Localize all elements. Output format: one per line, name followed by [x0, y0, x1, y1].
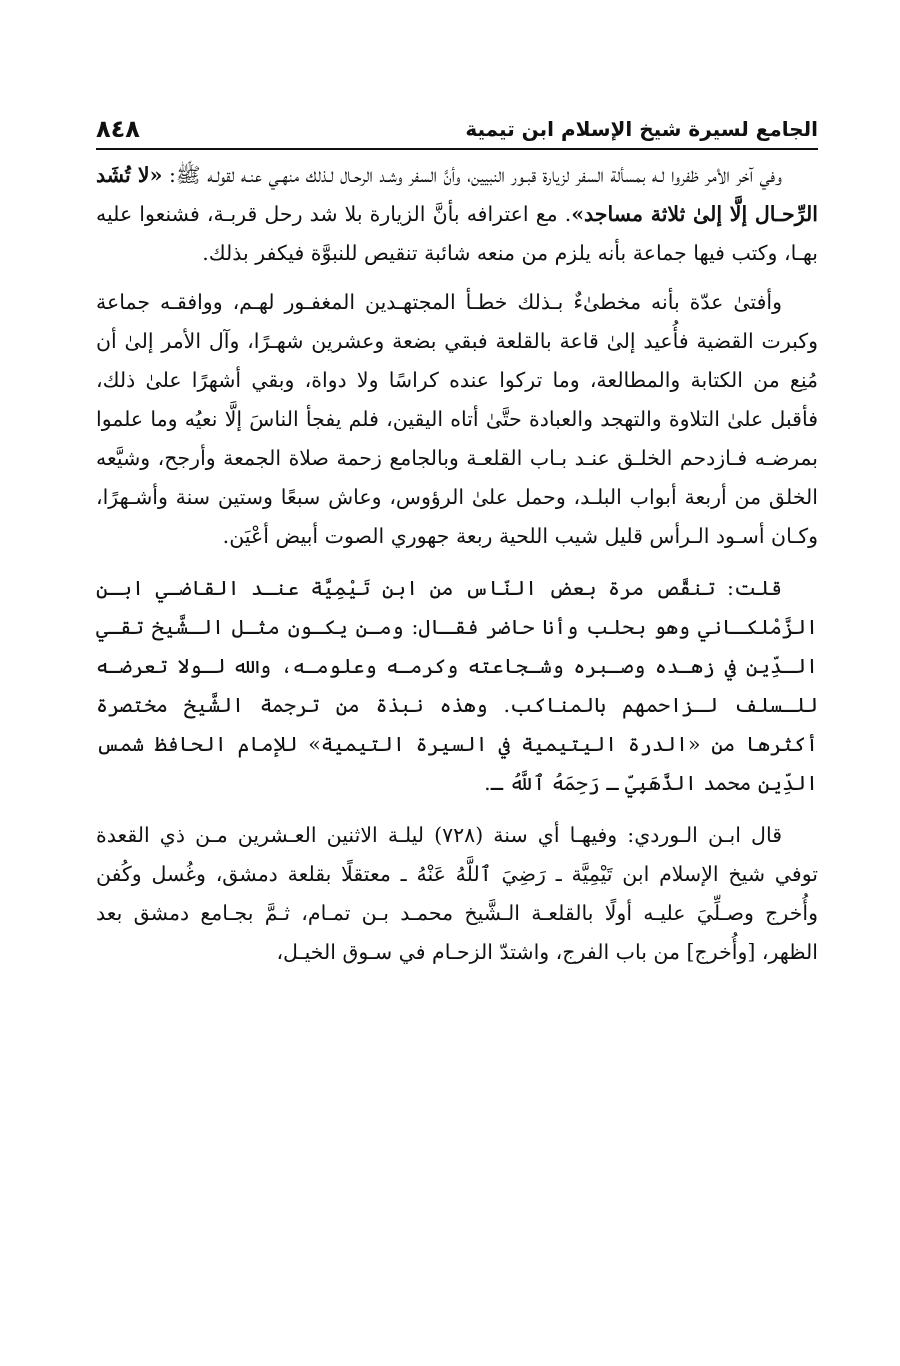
paragraph-1-text-b: . مع اعترافه بأنَّ الزيارة بلا شد رحل قربـة، فشنعوا عليه بهـا، وكتب فيها جماعة بأنه يلزم من منعه شائبة تنقيص للنبوَّة فيكفر بذلك. — [96, 202, 818, 265]
page-number: ٨٤٨ — [96, 115, 140, 143]
paragraph-2: وأفتىٰ عدّة بأنه مخطىٰءٌ بـذلك خطـأ المجتهـدين المغفـور لهـم، ووافقـه جماعة وكبرت القضية فأُعيد إلىٰ قاعة بالقلعة فبقي بضعة وعشرين شهـرًا، وآل الأمر إلىٰ أن مُنِع من الكتابة والمطالعة، وما تركوا عنده كراسًا ولا دواة، وبقي أشهرًا علىٰ ذلك، فأقبل علىٰ التلاوة والتهجد والعبادة حتَّىٰ أتاه اليقين، فلم يفجأ الناسَ إلَّا نعيُه وما علموا بمرضـه فـازدحم الخلـق عنـد بـاب القلعـة وبالجامع زحمة صلاة الجمعة وأرجح، وشيَّعه الخلق من أربعة أبواب البلـد، وحمل علىٰ الرؤوس، وعاش سبعًا وستين سنة وأشـهرًا، وكـان أسـود الـرأس قليل شيب اللحية ربعة جهوري الصوت أبيض أعْيَن. — [96, 290, 818, 548]
paragraph-3: قلت: تنقَّص مرة بعض النّاس من ابن تَيْمِيَّة عنـد القاضـي ابـن الزَّمْلكـاني وهو بحلب وأنا حاضر فقـال: ومـن يكـون مثـل الـشَّيخ تقـي الـدِّين في زهـده وصـبره وشـجاعته وكرمـه وعلومـه، والله لـولا تعرضـه للـسلف لـزاحمهم بالمناكب. وهذه نبذة من ترجمة الشَّيخ مختصرة أكثرها من «الدرة اليتيمية في السيرة التيمية» للإمام الحافظ شمس الدِّين محمد الذَّهَبِيّ ـ رَحِمَهُ ٱللَّهُ ـ. — [96, 576, 818, 795]
page-header — [96, 112, 818, 152]
paragraph-1 — [96, 156, 818, 273]
header-divider — [96, 148, 818, 150]
hadith-quote: «لا تُشَد الرِّحـال إلَّا إلىٰ ثلاثة مساجد» — [96, 163, 818, 226]
paragraph-1-text-a: وفي آخر الأمر ظفروا لـه بمسألة السفر لزيارة قبـور النبيين، وأنَّ السفر وشـد الرحـال لـذلك منهـي عنـه لقولـه ﷺ: — [162, 163, 783, 187]
paragraph-4: قال ابـن الـوردي: وفيهـا أي سنة (٧٢٨) ليلـة الاثنين العـشرين مـن ذي القعدة توفي شيخ الإسلام ابن تَيْمِيَّة ـ رَضِيَ ٱللَّهُ عَنْهُ ـ معتقلًا بقلعة دمشق، وغُسل وكُفن وأُخرج وصـلِّيَ عليـه أولًا بالقلعـة الـشَّيخ محمـد بـن تمـام، ثـمَّ بجـامع دمشق بعد الظهر، [وأُخرج] من باب الفرج، واشتدّ الزحـام في سـوق الخيـل، — [96, 823, 818, 964]
main-text — [96, 156, 818, 985]
book-title: الجامع لسيرة شيخ الإسلام ابن تيمية — [465, 117, 818, 141]
